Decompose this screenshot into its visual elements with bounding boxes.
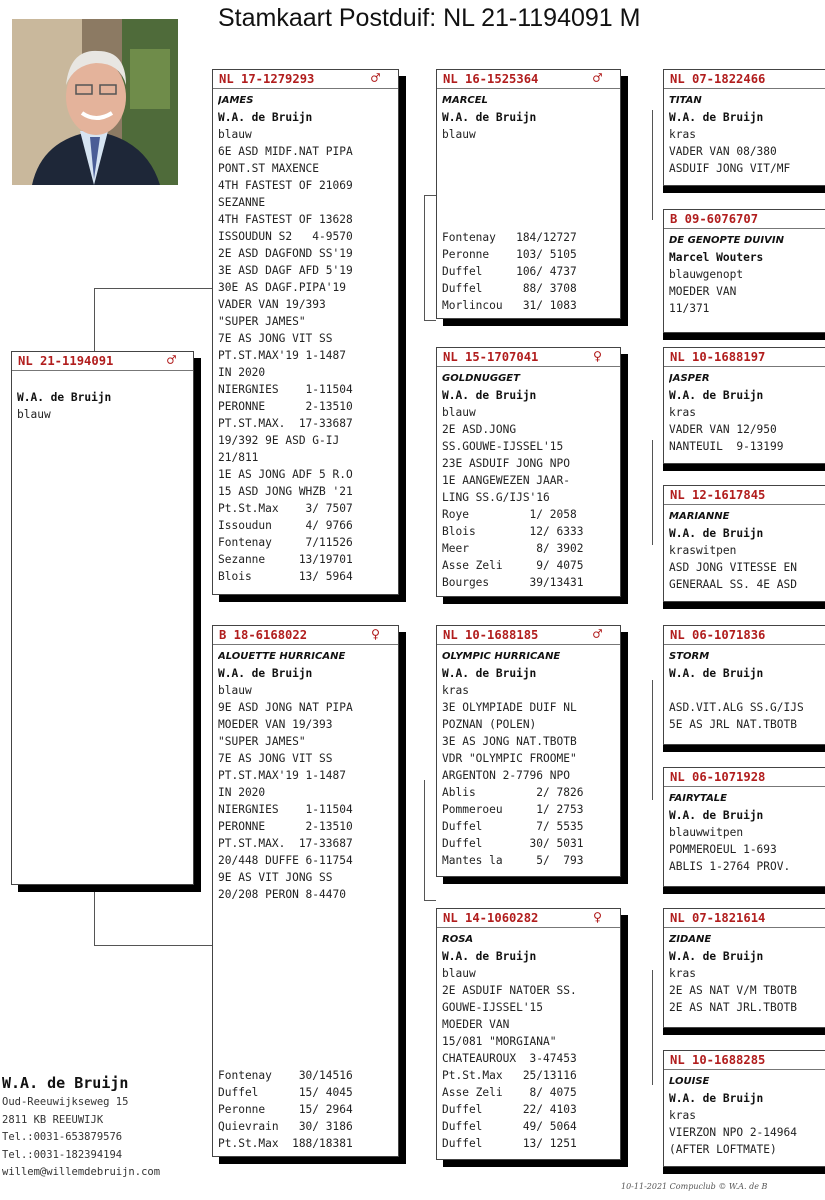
pedigree-line: Duffel 106/ 4737: [442, 265, 577, 278]
pedigree-line: PONT.ST MAXENCE: [218, 162, 320, 175]
pedigree-line: VADER VAN 19/393: [218, 298, 326, 311]
pedigree-line: SS.GOUWE-IJSSEL'15: [442, 440, 564, 453]
connector-line: [424, 195, 436, 196]
pedigree-line: ISSOUDUN S2 4-9570: [218, 230, 353, 243]
pedigree-line: MOEDER VAN: [669, 285, 737, 298]
pigeon-name: OLYMPIC HURRICANE: [442, 651, 561, 662]
connector-line: [424, 780, 425, 900]
pedigree-line: 3E OLYMPIADE DUIF NL: [442, 701, 577, 714]
owner-name: W.A. de Bruijn: [669, 389, 764, 402]
pedigree-line: POZNAN (POLEN): [442, 718, 537, 731]
pedigree-line: 3E AS JONG NAT.TBOTB: [442, 735, 577, 748]
pigeon-card-sss: [663, 69, 825, 186]
connector-line: [652, 440, 653, 545]
pedigree-line: PT.ST.MAX. 17-33687: [218, 837, 353, 850]
pedigree-line: Issoudun 4/ 9766: [218, 519, 353, 532]
pedigree-line: 23E ASDUIF JONG NPO: [442, 457, 570, 470]
notes: [218, 699, 393, 903]
notes: [669, 699, 821, 733]
color: blauw: [442, 128, 476, 141]
owner-name: W.A. de Bruijn: [17, 391, 112, 404]
connector-line: [94, 945, 213, 946]
owner-name: W.A. de Bruijn: [669, 809, 764, 822]
owner-name: W.A. de Bruijn: [669, 111, 764, 124]
connector-line: [652, 680, 653, 800]
pedigree-line: PT.ST.MAX. 17-33687: [218, 417, 353, 430]
pigeon-name: ROSA: [442, 934, 474, 945]
pedigree-line: VADER VAN 12/950: [669, 423, 777, 436]
breeder-city: 2811 KB REEUWIJK: [2, 1113, 104, 1126]
ring-number: NL 10-1688185: [443, 628, 539, 642]
connector-line: [424, 320, 436, 321]
pigeon-name: ALOUETTE HURRICANE: [218, 651, 346, 662]
pedigree-line: CHATEAUROUX 3-47453: [442, 1052, 577, 1065]
pedigree-line: 9E ASD JONG NAT PIPA: [218, 701, 353, 714]
ring-number: NL 10-1688285: [670, 1053, 766, 1067]
owner-name: W.A. de Bruijn: [669, 527, 764, 540]
pigeon-name: MARCEL: [442, 95, 488, 106]
pedigree-line: Peronne 103/ 5105: [442, 248, 577, 261]
pedigree-line: "SUPER JAMES": [218, 735, 306, 748]
ring-number: NL 07-1822466: [670, 72, 766, 86]
pedigree-line: 20/208 PERON 8-4470: [218, 888, 346, 901]
breeder-name: W.A. de Bruijn: [2, 1074, 129, 1092]
notes: [442, 699, 615, 869]
breeder-address: Oud-Reeuwijkseweg 15: [2, 1096, 129, 1108]
pigeon-card-dss: [663, 625, 825, 745]
pigeon-card-subject: [11, 351, 194, 885]
color: kras: [669, 406, 696, 419]
notes: [669, 1124, 821, 1158]
pigeon-name: LOUISE: [669, 1076, 710, 1087]
pigeon-card-dam-sire: [436, 625, 621, 877]
pigeon-card-ssd: [663, 209, 825, 333]
pedigree-line: PERONNE 2-13510: [218, 820, 353, 833]
pigeon-name: STORM: [669, 651, 710, 662]
pedigree-line: 2E ASD.JONG: [442, 423, 517, 436]
pedigree-line: Quievrain 30/ 3186: [218, 1120, 353, 1133]
color: blauw: [17, 408, 51, 421]
color: kras: [669, 967, 696, 980]
pedigree-line: NIERGNIES 1-11504: [218, 383, 353, 396]
connector-line: [424, 195, 425, 320]
color: blauwgenopt: [669, 268, 744, 281]
pedigree-line: 2E AS NAT JRL.TBOTB: [669, 1001, 797, 1014]
pedigree-line: "SUPER JAMES": [218, 315, 306, 328]
pedigree-line: 7E AS JONG VIT SS: [218, 752, 333, 765]
pedigree-line: 4TH FASTEST OF 13628: [218, 213, 353, 226]
pedigree-line: Asse Zeli 9/ 4075: [442, 559, 584, 572]
pedigree-line: 6E ASD MIDF.NAT PIPA: [218, 145, 353, 158]
race-results: [442, 229, 577, 314]
pedigree-line: Duffel 49/ 5064: [442, 1120, 577, 1133]
pedigree-line: ARGENTON 2-7796 NPO: [442, 769, 570, 782]
pedigree-line: MOEDER VAN: [442, 1018, 510, 1031]
pigeon-name: ZIDANE: [669, 934, 712, 945]
pedigree-line: Fontenay 184/12727: [442, 231, 577, 244]
owner-name: W.A. de Bruijn: [669, 1092, 764, 1105]
pedigree-line: LING SS.G/IJS'16: [442, 491, 550, 504]
pedigree-line: 30E AS DAGF.PIPA'19: [218, 281, 346, 294]
pigeon-name: FAIRYTALE: [669, 793, 728, 804]
pedigree-line: Duffel 15/ 4045: [218, 1086, 353, 1099]
notes: [218, 143, 393, 585]
ring-number: NL 07-1821614: [670, 911, 766, 925]
color: kras: [442, 684, 469, 697]
pedigree-line: Pommeroeu 1/ 2753: [442, 803, 584, 816]
pedigree-line: 2E ASD DAGFOND SS'19: [218, 247, 353, 260]
pigeon-card-dam-dam: [436, 908, 621, 1160]
pedigree-line: Blois 12/ 6333: [442, 525, 584, 538]
female-symbol-icon: ♀: [371, 625, 381, 643]
male-symbol-icon: ♂: [593, 69, 603, 87]
female-symbol-icon: ♀: [593, 347, 603, 365]
pedigree-line: 7E AS JONG VIT SS: [218, 332, 333, 345]
footer-text: 10-11-2021 Compuclub © W.A. de B: [621, 1182, 768, 1191]
pigeon-card-sdd: [663, 485, 825, 602]
pedigree-line: ASD.VIT.ALG SS.G/IJS: [669, 701, 804, 714]
connector-line: [94, 288, 213, 289]
breeder-email: willem@willemdebruijn.com: [2, 1166, 161, 1178]
ring-number: NL 06-1071928: [670, 770, 766, 784]
notes: [669, 841, 821, 875]
pedigree-line: Pt.St.Max 188/18381: [218, 1137, 353, 1150]
ring-number: NL 12-1617845: [670, 488, 766, 502]
pedigree-line: 15/081 "MORGIANA": [442, 1035, 557, 1048]
pedigree-line: VDR "OLYMPIC FROOME": [442, 752, 577, 765]
owner-name: W.A. de Bruijn: [669, 667, 764, 680]
male-symbol-icon: ♂: [371, 69, 381, 87]
pigeon-card-sire: [212, 69, 399, 595]
male-symbol-icon: ♂: [593, 625, 603, 643]
ring-number: NL 15-1707041: [443, 350, 539, 364]
notes: [669, 982, 821, 1016]
race-results: [218, 1067, 353, 1152]
pedigree-line: SEZANNE: [218, 196, 266, 209]
owner-photo: [12, 19, 178, 185]
pigeon-name: JAMES: [218, 95, 254, 106]
pigeon-card-sire-dam: [436, 347, 621, 597]
owner-name: W.A. de Bruijn: [218, 111, 313, 124]
ring-number: B 18-6168022: [219, 628, 308, 642]
pedigree-line: PT.ST.MAX'19 1-1487: [218, 349, 346, 362]
pedigree-line: PT.ST.MAX'19 1-1487: [218, 769, 346, 782]
owner-name: W.A. de Bruijn: [669, 950, 764, 963]
notes: [669, 283, 821, 317]
pedigree-line: 20/448 DUFFE 6-11754: [218, 854, 353, 867]
pedigree-line: NANTEUIL 9-13199: [669, 440, 784, 453]
pedigree-line: PERONNE 2-13510: [218, 400, 353, 413]
pigeon-card-sire-sire: [436, 69, 621, 319]
color: blauw: [442, 406, 476, 419]
pedigree-line: Pt.St.Max 25/13116: [442, 1069, 577, 1082]
color: blauwwitpen: [669, 826, 744, 839]
pedigree-line: Mantes la 5/ 793: [442, 854, 584, 867]
color: [669, 682, 821, 699]
connector-line: [94, 288, 95, 352]
pigeon-card-dam: [212, 625, 399, 1157]
pedigree-line: ASD JONG VITESSE EN: [669, 561, 797, 574]
color: kras: [669, 128, 696, 141]
connector-line: [94, 885, 95, 945]
pedigree-line: Duffel 22/ 4103: [442, 1103, 577, 1116]
pedigree-line: MOEDER VAN 19/393: [218, 718, 333, 731]
pedigree-line: IN 2020: [218, 366, 266, 379]
notes: [669, 559, 821, 593]
pedigree-line: ASDUIF JONG VIT/MF: [669, 162, 791, 175]
pedigree-line: Meer 8/ 3902: [442, 542, 584, 555]
color: kras: [669, 1109, 696, 1122]
owner-name: Marcel Wouters: [669, 251, 764, 264]
pedigree-line: (AFTER LOFTMATE): [669, 1143, 777, 1156]
pedigree-line: Duffel 88/ 3708: [442, 282, 577, 295]
connector-line: [652, 970, 653, 1085]
pedigree-line: Sezanne 13/19701: [218, 553, 353, 566]
pigeon-name: MARIANNE: [669, 511, 730, 522]
pedigree-line: Blois 13/ 5964: [218, 570, 353, 583]
pigeon-name: GOLDNUGGET: [442, 373, 520, 384]
pedigree-line: Pt.St.Max 3/ 7507: [218, 502, 353, 515]
ring-number: NL 21-1194091: [18, 354, 114, 368]
pedigree-line: Morlincou 31/ 1083: [442, 299, 577, 312]
pedigree-line: Ablis 2/ 7826: [442, 786, 584, 799]
owner-name: W.A. de Bruijn: [442, 950, 537, 963]
pigeon-card-dds: [663, 908, 825, 1028]
pedigree-line: 21/811: [218, 451, 259, 464]
pedigree-line: Duffel 30/ 5031: [442, 837, 584, 850]
ring-number: NL 10-1688197: [670, 350, 766, 364]
notes: [442, 421, 615, 591]
pedigree-line: Roye 1/ 2058: [442, 508, 577, 521]
pedigree-line: 3E ASD DAGF AFD 5'19: [218, 264, 353, 277]
pedigree-line: Peronne 15/ 2964: [218, 1103, 353, 1116]
breeder-phone: Tel.:0031-653879576: [2, 1131, 123, 1143]
pedigree-line: 11/371: [669, 302, 710, 315]
breeder-phone: Tel.:0031-182394194: [2, 1148, 123, 1161]
pedigree-line: Fontenay 30/14516: [218, 1069, 353, 1082]
pedigree-line: 5E AS JRL NAT.TBOTB: [669, 718, 797, 731]
notes: [442, 982, 615, 1152]
pigeon-card-ddd: [663, 1050, 825, 1167]
ring-number: B 09-6076707: [670, 212, 759, 226]
pedigree-line: ABLIS 1-2764 PROV.: [669, 860, 791, 873]
ring-number: NL 06-1071836: [670, 628, 766, 642]
pedigree-line: GENERAAL SS. 4E ASD: [669, 578, 797, 591]
pedigree-line: Bourges 39/13431: [442, 576, 584, 589]
pedigree-line: GOUWE-IJSSEL'15: [442, 1001, 544, 1014]
pigeon-card-sds: [663, 347, 825, 464]
pedigree-line: POMMEROEUL 1-693: [669, 843, 777, 856]
pedigree-line: 15 ASD JONG WHZB '21: [218, 485, 353, 498]
pedigree-line: 1E AS JONG ADF 5 R.O: [218, 468, 353, 481]
owner-name: W.A. de Bruijn: [442, 389, 537, 402]
pedigree-line: 1E AANGEWEZEN JAAR-: [442, 474, 570, 487]
male-symbol-icon: ♂: [167, 351, 177, 369]
ring-number: NL 16-1525364: [443, 72, 539, 86]
pedigree-line: VADER VAN 08/380: [669, 145, 777, 158]
pedigree-line: Fontenay 7/11526: [218, 536, 353, 549]
pedigree-line: Duffel 13/ 1251: [442, 1137, 577, 1150]
pedigree-line: 19/392 9E ASD G-IJ: [218, 434, 340, 447]
breeder-info: [2, 1072, 160, 1182]
pedigree-line: 4TH FASTEST OF 21069: [218, 179, 353, 192]
owner-name: W.A. de Bruijn: [218, 667, 313, 680]
color: blauw: [442, 967, 476, 980]
female-symbol-icon: ♀: [593, 908, 603, 926]
ring-number: NL 14-1060282: [443, 911, 539, 925]
pedigree-line: VIERZON NPO 2-14964: [669, 1126, 797, 1139]
connector-line: [652, 110, 653, 220]
notes: [669, 143, 821, 177]
connector-line: [424, 900, 436, 901]
color: kraswitpen: [669, 544, 737, 557]
pedigree-line: 2E ASDUIF NATOER SS.: [442, 984, 577, 997]
color: blauw: [218, 128, 252, 141]
pedigree-line: NIERGNIES 1-11504: [218, 803, 353, 816]
ring-number: NL 17-1279293: [219, 72, 315, 86]
pedigree-line: IN 2020: [218, 786, 266, 799]
pedigree-line: Duffel 7/ 5535: [442, 820, 584, 833]
pedigree-line: 9E AS VIT JONG SS: [218, 871, 333, 884]
pedigree-line: 2E AS NAT V/M TBOTB: [669, 984, 797, 997]
owner-name: W.A. de Bruijn: [442, 667, 537, 680]
pigeon-name: TITAN: [669, 95, 702, 106]
pigeon-card-dsd: [663, 767, 825, 887]
owner-name: W.A. de Bruijn: [442, 111, 537, 124]
pedigree-line: Asse Zeli 8/ 4075: [442, 1086, 577, 1099]
notes: [669, 421, 821, 455]
color: blauw: [218, 684, 252, 697]
pigeon-name: DE GENOPTE DUIVIN: [669, 235, 784, 246]
pigeon-name: JASPER: [669, 373, 710, 384]
page-title: Stamkaart Postduif: NL 21-1194091 M: [218, 4, 641, 32]
